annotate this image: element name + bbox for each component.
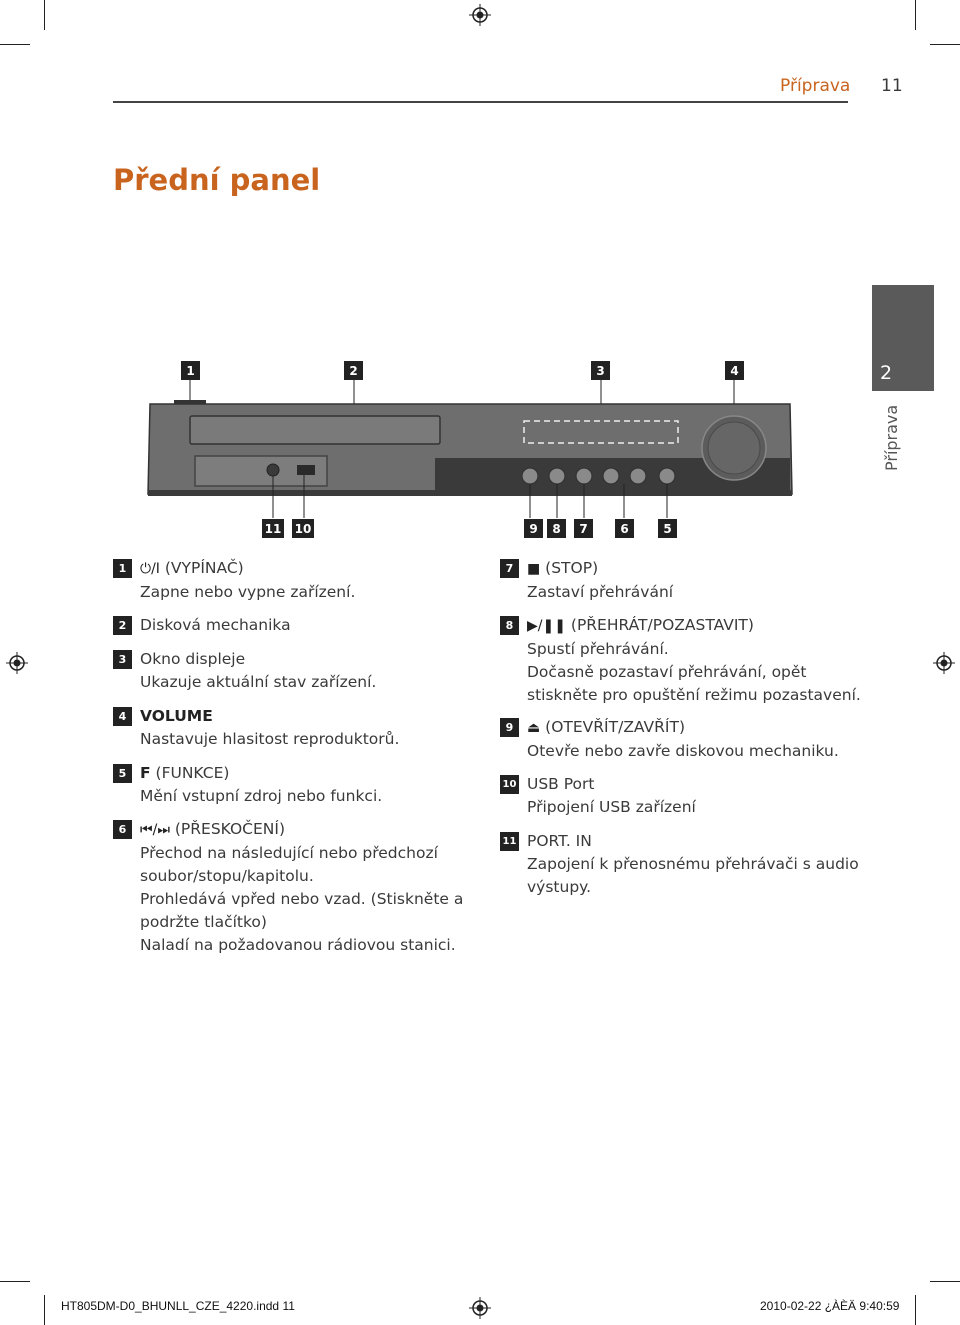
registration-mark-icon [6, 652, 28, 674]
item-description: Naladí na požadovanou rádiovou stanici. [140, 936, 456, 954]
figure-label: 4 [725, 361, 744, 380]
figure-label: 9 [524, 519, 543, 538]
crop-mark [930, 1281, 960, 1282]
play-pause-icon: ▶/❚❚ [527, 618, 566, 634]
item-description: Přechod na následující nebo předchozí [140, 844, 438, 862]
item-title: Okno displeje [140, 650, 246, 668]
item-description: výstupy. [527, 878, 592, 896]
item-number: 3 [113, 650, 132, 669]
item-description: Zastaví přehrávání [527, 583, 674, 601]
footer-file-info: HT805DM-D0_BHUNLL_CZE_4220.indd 11 [61, 1299, 295, 1313]
item-title: Disková mechanika [140, 616, 291, 634]
crop-mark [915, 1295, 916, 1325]
item-description: Prohledává vpřed nebo vzad. (Stiskněte a [140, 890, 464, 908]
skip-icon: ⏮/⏭ [140, 822, 170, 838]
item-title: (STOP) [545, 559, 599, 577]
item-title: VOLUME [140, 707, 213, 725]
registration-mark-icon [933, 652, 955, 674]
figure-label: 11 [262, 519, 284, 538]
item-description: Dočasně pozastaví přehrávání, opět [527, 663, 807, 681]
item-description: Zapojení k přenosnému přehrávači s audio [527, 855, 859, 873]
item-description: Ukazuje aktuální stav zařízení. [140, 673, 377, 691]
item-title: (OTEVŘÍT/ZAVŘÍT) [545, 718, 686, 736]
header-section-label: Příprava [780, 76, 851, 96]
page-title: Přední panel [113, 163, 321, 197]
item-number: 8 [500, 616, 519, 635]
item-description: stiskněte pro opuštění režimu pozastavení. [527, 686, 861, 704]
item-key: F [140, 764, 151, 782]
item-title: (PŘESKOČENÍ) [174, 820, 286, 838]
item-description: Spustí přehrávání. [527, 640, 669, 658]
figure-label: 7 [574, 519, 593, 538]
item-description: Připojení USB zařízení [527, 798, 696, 816]
figure-label: 8 [547, 519, 566, 538]
figure-label: 3 [591, 361, 610, 380]
crop-mark [44, 1295, 45, 1325]
item-number: 10 [500, 775, 519, 794]
chapter-tab-label-text: Příprava [882, 404, 901, 471]
crop-mark [44, 0, 45, 30]
item-title: USB Port [527, 775, 595, 793]
power-icon: ⏻/I [140, 561, 160, 577]
item-title: PORT. IN [527, 832, 592, 850]
chapter-tab-label [872, 395, 912, 475]
item-description: Nastavuje hlasitost reproduktorů. [140, 730, 400, 748]
figure-label: 6 [615, 519, 634, 538]
figure-label: 5 [658, 519, 677, 538]
item-number: 11 [500, 832, 519, 851]
chapter-tab-number: 2 [880, 362, 893, 384]
crop-mark [0, 1281, 30, 1282]
item-title: (VYPÍNAČ) [164, 559, 244, 577]
item-title: (FUNKCE) [155, 764, 230, 782]
item-description: podržte tlačítko) [140, 913, 267, 931]
page-number: 11 [881, 76, 903, 96]
figure-label: 1 [181, 361, 200, 380]
item-number: 5 [113, 764, 132, 783]
device-illustration [140, 378, 800, 518]
footer-date-info: 2010-02-22 ¿ÀÈÄ 9:40:59 [760, 1299, 900, 1313]
item-number: 6 [113, 820, 132, 839]
item-description: Zapne nebo vypne zařízení. [140, 583, 356, 601]
stop-icon: ■ [527, 561, 541, 577]
crop-mark [930, 44, 960, 45]
item-number: 2 [113, 616, 132, 635]
eject-icon: ⏏ [527, 720, 541, 736]
item-number: 1 [113, 559, 132, 578]
registration-mark-icon [469, 1297, 491, 1319]
crop-mark [915, 0, 916, 30]
item-title: (PŘEHRÁT/POZASTAVIT) [570, 616, 754, 634]
item-number: 7 [500, 559, 519, 578]
figure-label: 2 [344, 361, 363, 380]
crop-mark [0, 44, 30, 45]
item-number: 4 [113, 707, 132, 726]
item-number: 9 [500, 718, 519, 737]
item-description: Mění vstupní zdroj nebo funkci. [140, 787, 383, 805]
header-divider [113, 101, 848, 103]
item-description: Otevře nebo zavře diskovou mechaniku. [527, 742, 839, 760]
figure-label: 10 [292, 519, 314, 538]
item-description: soubor/stopu/kapitolu. [140, 867, 314, 885]
registration-mark-icon [469, 4, 491, 26]
